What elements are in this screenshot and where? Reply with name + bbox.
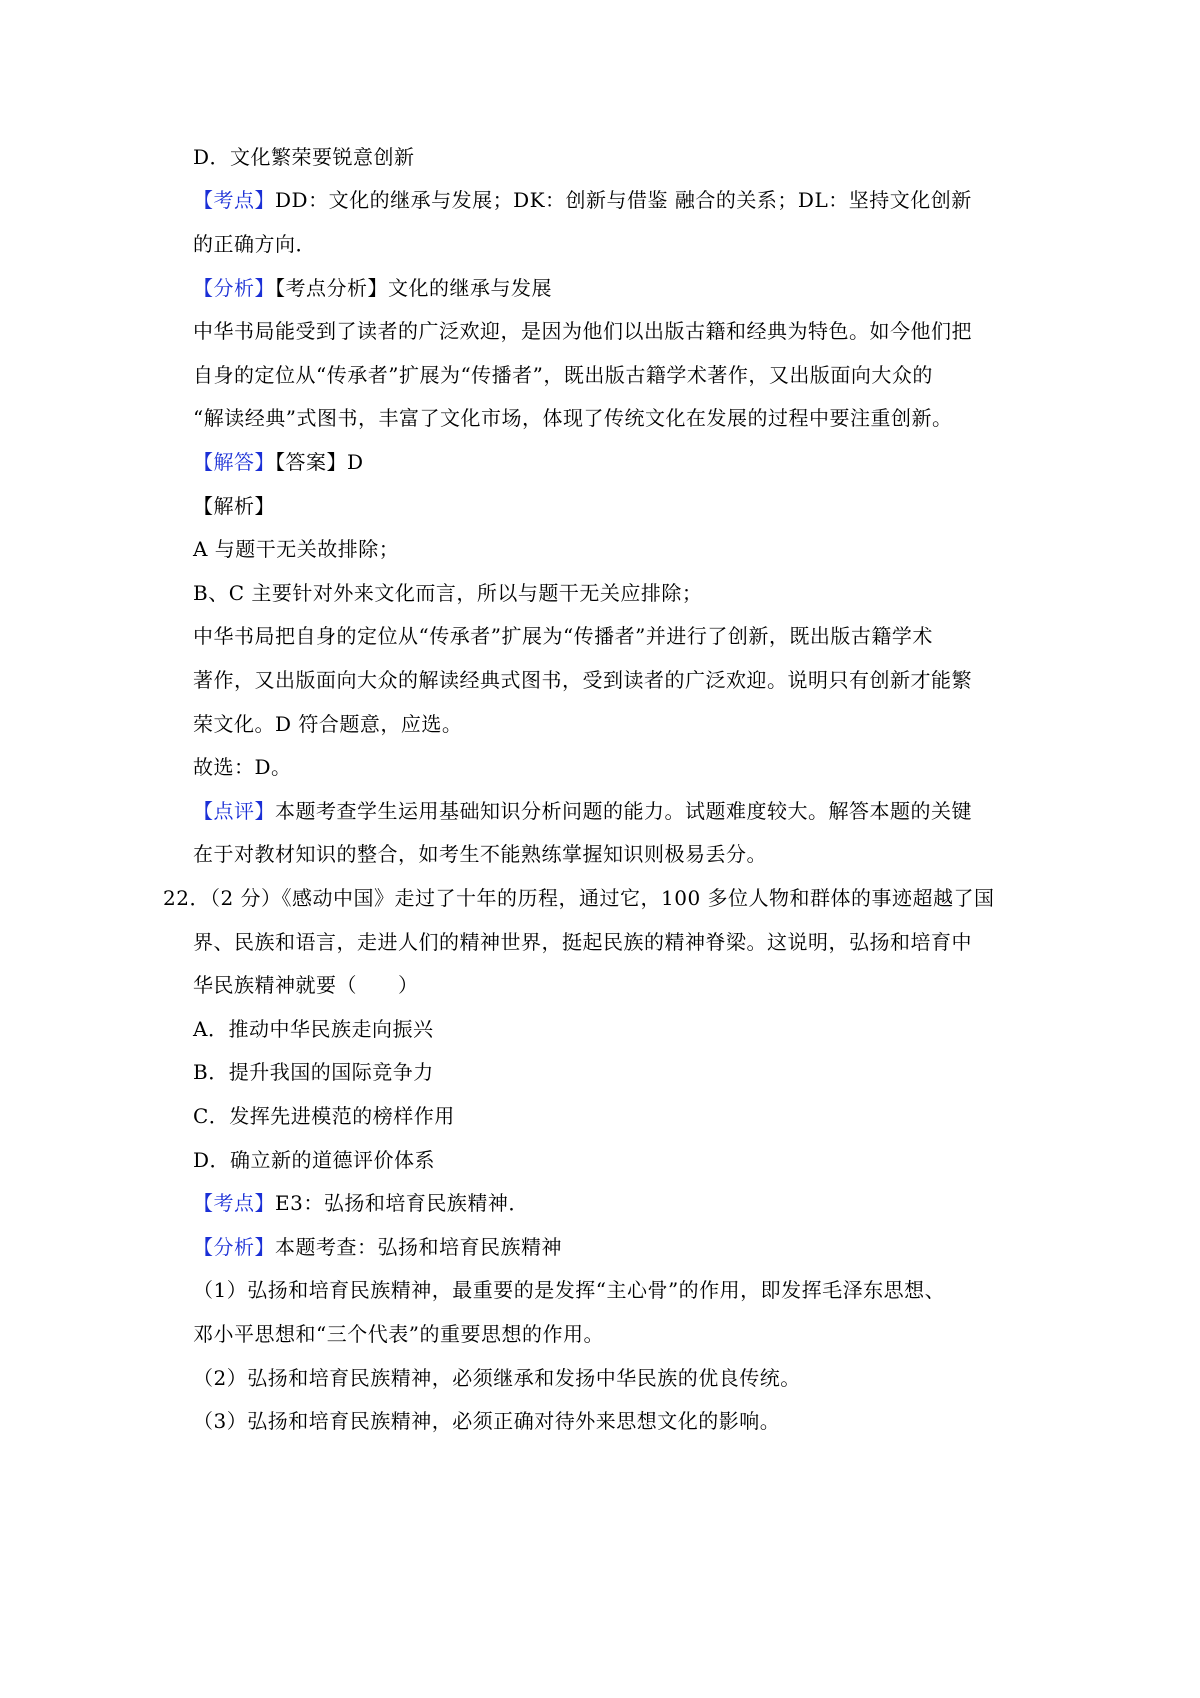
- q21-fenxi-line-3: “解读经典”式图书，丰富了文化市场，体现了传统文化在发展的过程中要注重创新。: [193, 406, 953, 430]
- jieda-tag: 【解答】: [193, 450, 275, 474]
- dianping-text: 本题考查学生运用基础知识分析问题的能力。试题难度较大。解答本题的关键: [275, 799, 972, 823]
- q22-point-2: （2）弘扬和培育民族精神，必须继承和发扬中华民族的优良传统。: [193, 1366, 801, 1390]
- q21-fenxi-line-2: 自身的定位从“传承者”扩展为“传播者”，既出版古籍学术著作，又出版面向大众的: [193, 363, 933, 387]
- q21-jiexi-line-3: 中华书局把自身的定位从“传承者”扩展为“传播者”并进行了创新，既出版古籍学术: [193, 624, 933, 648]
- kaodian-tag: 【考点】: [193, 188, 275, 212]
- dianping-tag: 【点评】: [193, 799, 275, 823]
- q21-kaodian-line-1: [193, 186, 972, 214]
- q22-point-1-line-2: 邓小平思想和“三个代表”的重要思想的作用。: [193, 1322, 604, 1346]
- q21-jiexi-line-4: 著作，又出版面向大众的解读经典式图书，受到读者的广泛欢迎。说明只有创新才能繁: [193, 668, 972, 692]
- kaodian-text: DD：文化的继承与发展；DK：创新与借鉴 融合的关系；DL：坚持文化创新: [275, 188, 972, 212]
- q21-fenxi-header: [193, 274, 552, 302]
- fenxi-subheader: 【考点分析】文化的继承与发展: [275, 276, 552, 300]
- q21-kaodian-line-2: 的正确方向．: [193, 232, 316, 256]
- q21-jiexi-line-2: B、C 主要针对外来文化而言，所以与题干无关应排除；: [193, 581, 703, 605]
- q22-stem-line-2: 界、民族和语言，走进人们的精神世界，挺起民族的精神脊梁。这说明，弘扬和培育中: [193, 930, 972, 954]
- q21-jiexi-line-1: A 与题干无关故排除；: [193, 537, 400, 561]
- q21-jieda-line: [193, 448, 364, 476]
- kaodian-tag: 【考点】: [193, 1191, 275, 1215]
- q22-option-a: A．推动中华民族走向振兴: [193, 1017, 434, 1041]
- q22-point-3: （3）弘扬和培育民族精神，必须正确对待外来思想文化的影响。: [193, 1409, 781, 1433]
- q21-dianping-line-2: 在于对教材知识的整合，如考生不能熟练掌握知识则极易丢分。: [193, 842, 767, 866]
- fenxi-tag: 【分析】: [193, 276, 275, 300]
- q21-guxuan: 故选：D。: [193, 755, 292, 779]
- q21-dianping-line-1: [193, 797, 972, 825]
- q22-kaodian-line: [193, 1189, 529, 1217]
- q21-option-d: D．文化繁荣要锐意创新: [193, 145, 415, 169]
- kaodian-text: E3：弘扬和培育民族精神．: [275, 1191, 529, 1215]
- q21-fenxi-line-1: 中华书局能受到了读者的广泛欢迎，是因为他们以出版古籍和经典为特色。如今他们把: [193, 319, 972, 343]
- q22-point-1-line-1: （1）弘扬和培育民族精神，最重要的是发挥“主心骨”的作用，即发挥毛泽东思想、: [193, 1278, 946, 1302]
- q22-option-d: D．确立新的道德评价体系: [193, 1148, 436, 1172]
- fenxi-tag: 【分析】: [193, 1235, 275, 1259]
- jieda-answer: 【答案】D: [275, 450, 364, 474]
- q22-option-b: B．提升我国的国际竞争力: [193, 1060, 434, 1084]
- q22-option-c: C．发挥先进模范的榜样作用: [193, 1104, 455, 1128]
- q22-stem-line-1: 22．（2 分）《感动中国》走过了十年的历程，通过它，100 多位人物和群体的事迹超越了国: [163, 886, 995, 910]
- q21-jiexi-line-5: 荣文化。D 符合题意，应选。: [193, 712, 463, 736]
- q22-fenxi-line: [193, 1233, 562, 1261]
- fenxi-text: 本题考查：弘扬和培育民族精神: [275, 1235, 562, 1259]
- q21-jiexi-label: 【解析】: [193, 494, 275, 518]
- q22-stem-line-3: 华民族精神就要（ ）: [193, 973, 419, 997]
